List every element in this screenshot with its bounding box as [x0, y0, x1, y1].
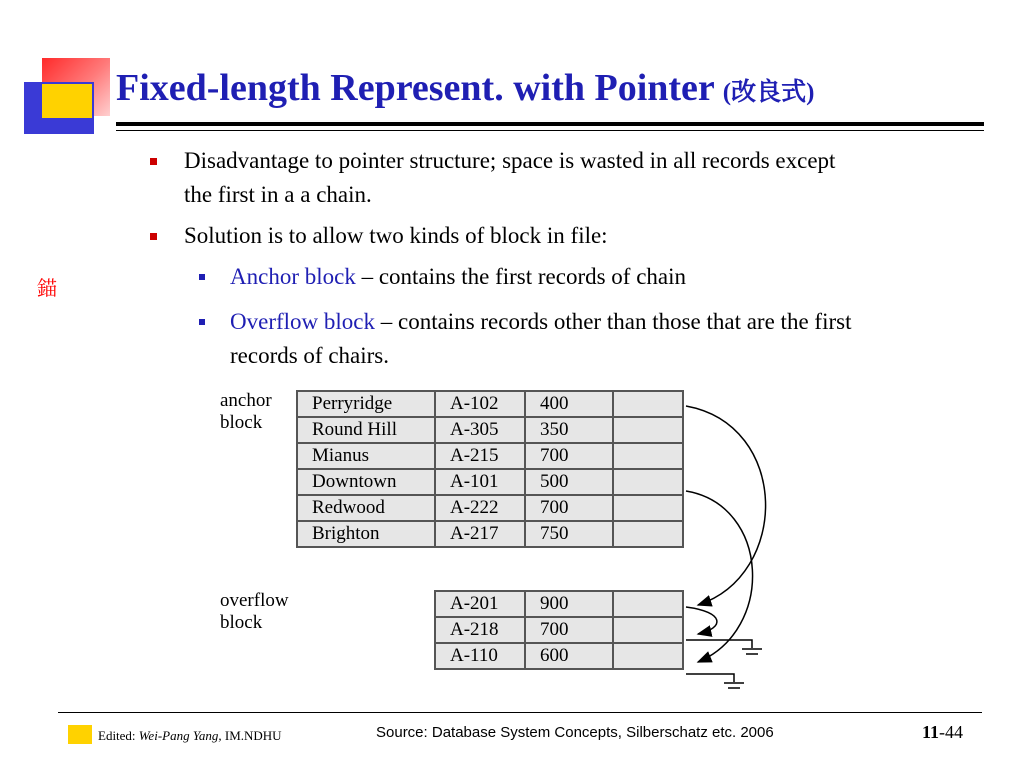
table-row: Downtown A-101 500 [297, 469, 683, 495]
title-main: Fixed-length Represent. with Pointer [116, 67, 715, 109]
pointer-arrow [686, 491, 753, 662]
bullet-text: Solution is to allow two kinds of block in file: [184, 223, 608, 248]
sub-bullet-term: Anchor block [230, 264, 356, 289]
null-pointer [686, 640, 752, 648]
side-note: 錨 [37, 276, 57, 300]
page-number: 11-44 [922, 722, 964, 742]
table-row: A-110 600 [435, 643, 683, 669]
pointer-arrow [686, 607, 717, 634]
pointer-arrow [686, 406, 766, 605]
footer-credit: Edited: Wei-Pang Yang, IM.NDHU [98, 728, 282, 743]
anchor-block-label: anchor block [220, 390, 272, 433]
null-pointer [686, 674, 734, 682]
bullet-text: Disadvantage to pointer structure; space is wasted in all records except the first in a a chain. [184, 148, 836, 207]
table-row: Round Hill A-305 350 [297, 417, 683, 443]
sub-bullet-text: – contains the first records of chain [355, 264, 687, 289]
title-sub: (改良式) [722, 79, 815, 106]
table-row: A-218 700 [435, 617, 683, 643]
null-pointer [724, 683, 744, 688]
table-row: Mianus A-215 700 [297, 443, 683, 469]
footer-logo-square [68, 725, 92, 744]
footer-org: IM.NDHU [221, 728, 282, 743]
footer-rule [58, 712, 982, 713]
table-row: Redwood A-222 700 [297, 495, 683, 521]
table-row: Brighton A-217 750 [297, 521, 683, 547]
table-row: Perryridge A-102 400 [297, 391, 683, 417]
table-row: A-201 900 [435, 591, 683, 617]
sub-bullet-term: Overflow block [230, 309, 375, 334]
sub-bullet-text: – contains records other than those that are the first records of chairs. [230, 309, 852, 368]
overflow-block-label: overflow block [220, 590, 289, 633]
footer-editor: Wei-Pang Yang, [138, 728, 222, 743]
null-pointer [742, 649, 762, 654]
footer-source: Source: Database System Concepts, Silberschatz etc. 2006 [376, 724, 774, 741]
